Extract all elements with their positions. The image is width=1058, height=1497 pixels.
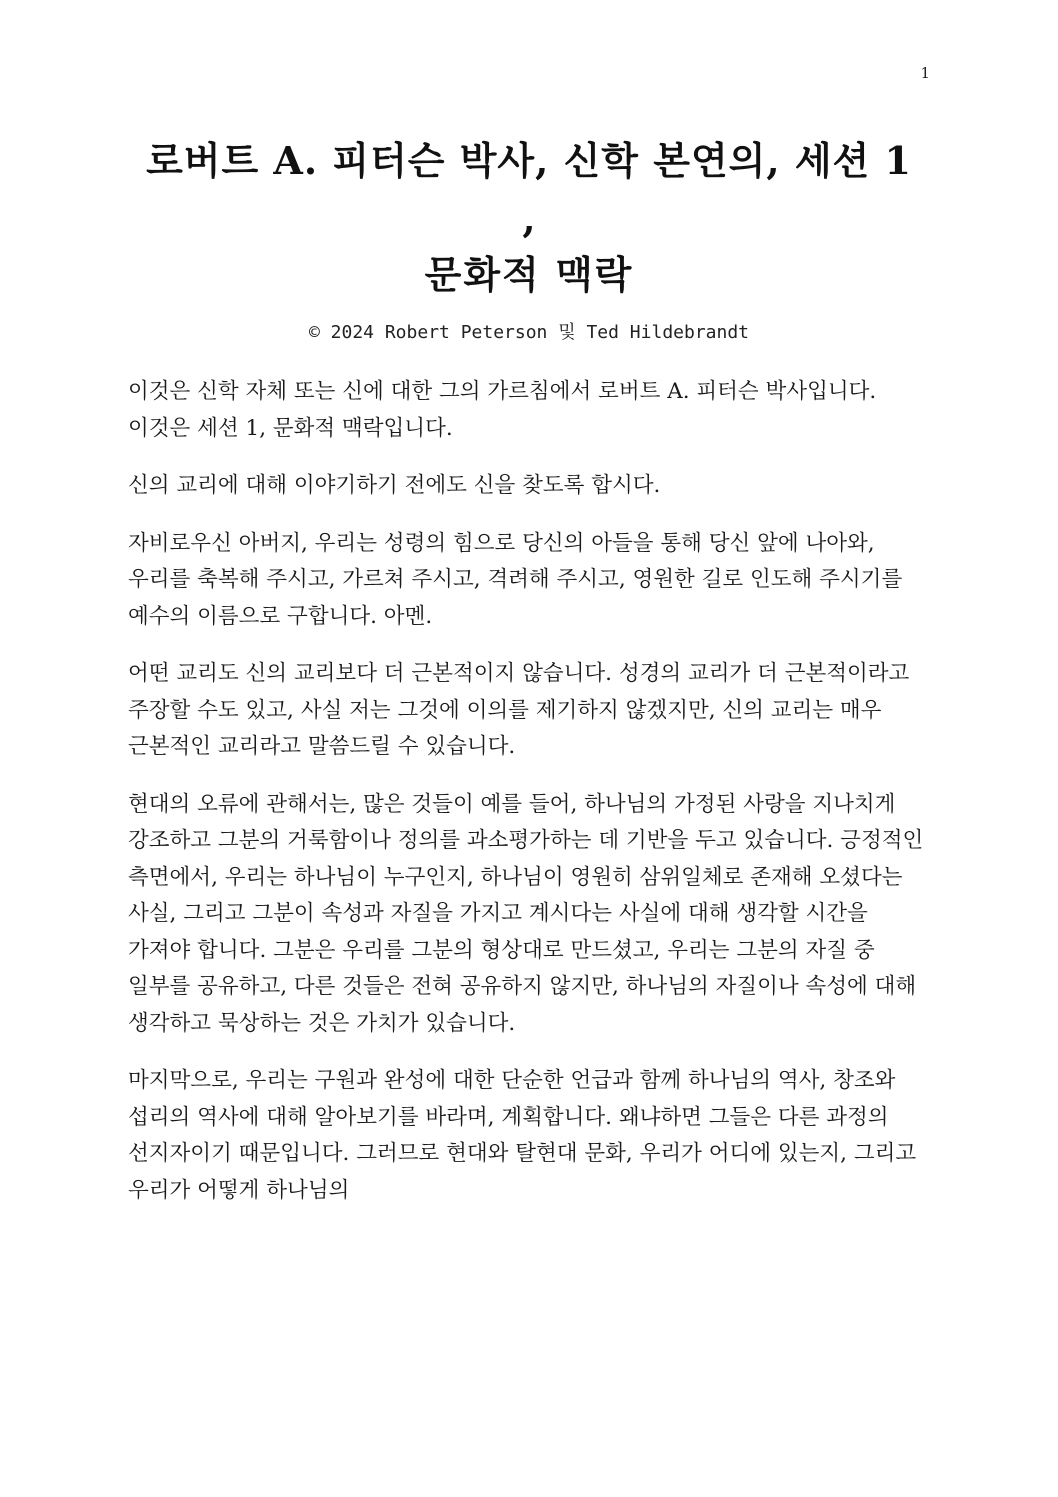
paragraph-fundamental-doctrine: 어떤 교리도 신의 교리보다 더 근본적이지 않습니다. 성경의 교리가 더 근본적이라고 주장할 수도 있고, 사실 저는 그것에 이의를 제기하지 않겠지만, 신의 교리는 매우 근본적인 교리라고 말씀드릴 수 있습니다.	[128, 661, 910, 759]
paragraph-intro: 이것은 신학 자체 또는 신에 대한 그의 가르침에서 로버트 A. 피터슨 박사입니다. 이것은 세션 1, 문화적 맥락입니다.	[128, 379, 877, 441]
paragraph-conclusion: 마지막으로, 우리는 구원과 완성에 대한 단순한 언급과 함께 하나님의 역사, 창조와 섭리의 역사에 대해 알아보기를 바라며, 계획합니다. 왜냐하면 그들은 다른 과정의 선지자이기 때문입니다. 그러므로 현대와 탈현대 문화, 우리가 어디에 있는지, 그리고 우리가 어떻게 하나님의	[128, 1068, 917, 1203]
document-title-comma: ,	[522, 196, 536, 241]
document-body	[128, 374, 928, 1230]
paragraph-prayer: 자비로우신 아버지, 우리는 성령의 힘으로 당신의 아들을 통해 당신 앞에 나아와, 우리를 축복해 주시고, 가르쳐 주시고, 격려해 주시고, 영원한 길로 인도해 주시기를 예수의 이름으로 구합니다. 아멘.	[128, 530, 903, 629]
paragraph-invitation: 신의 교리에 대해 이야기하기 전에도 신을 찾도록 합시다.	[128, 473, 661, 498]
copyright-notice: © 2024 Robert Peterson 및 Ted Hildebrandt	[308, 322, 750, 343]
document-title: 로버트 A. 피터슨 박사, 신학 본연의, 세션 1	[146, 138, 912, 183]
page-number: 1	[920, 64, 930, 82]
document-subtitle: 문화적 맥락	[424, 252, 634, 297]
paragraph-modern-errors: 현대의 오류에 관해서는, 많은 것들이 예를 들어, 하나님의 가정된 사랑을 지나치게 강조하고 그분의 거룩함이나 정의를 과소평가하는 데 기반을 두고 있습니다. 긍정적인 측면에서, 우리는 하나님이 누구인지, 하나님이 영원히 삼위일체로 존재해 오셨다는 사실, 그리고 그분이 속성과 자질을 가지고 계시다는 사실에 대해 생각할 시간을 가져야 합니다. 그분은 우리를 그분의 형상대로 만드셨고, 우리는 그분의 자질 중 일부를 공유하고, 다른 것들은 전혀 공유하지 않지만, 하나님의 자질이나 속성에 대해 생각하고 묵상하는 것은 가치가 있습니다.	[128, 791, 924, 1036]
